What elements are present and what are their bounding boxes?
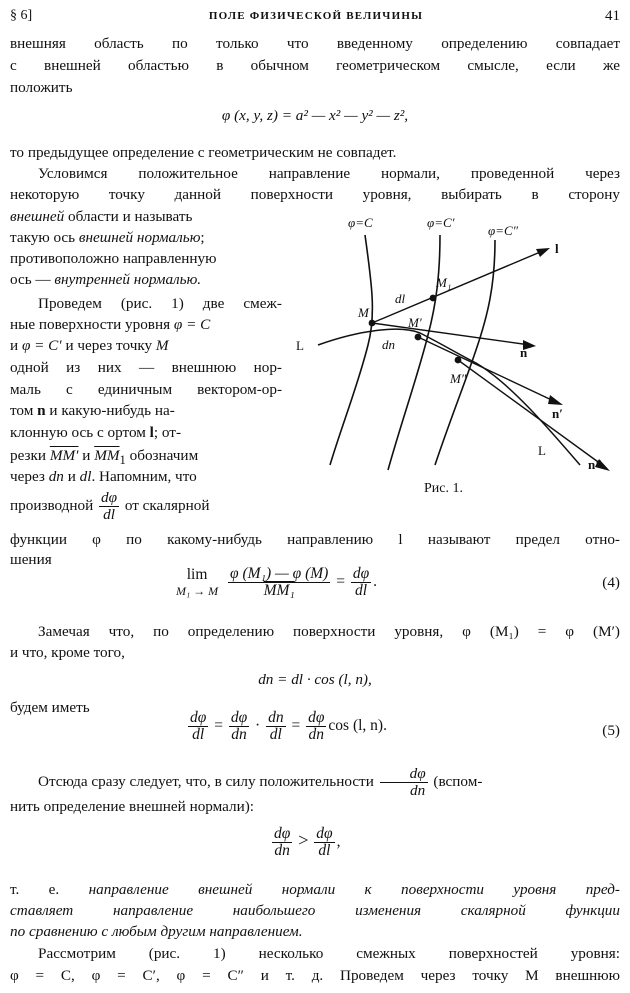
fraction-difference xyxy=(228,566,330,599)
italic-term: внешней нормалью xyxy=(78,229,201,246)
point-m-double-prime xyxy=(455,357,462,364)
text-line: одной из них — внешнюю нор- xyxy=(10,359,282,376)
text-line: Проведем (рис. 1) две смеж- xyxy=(38,295,282,312)
fraction-dphi-dl xyxy=(314,826,334,859)
text-span: резки xyxy=(10,447,50,464)
vector-l: l xyxy=(149,424,154,441)
greater-than-sign: > xyxy=(298,830,309,851)
text-span: ось — xyxy=(10,271,55,288)
label-n-double-prime: n″ xyxy=(588,457,603,472)
numerator: dφ xyxy=(380,766,428,783)
text-line: Замечая что, по определению поверхности уровня, φ (M₁) = φ (M′) xyxy=(38,623,620,640)
text-span: через xyxy=(10,468,49,485)
fraction-dphi-dn xyxy=(380,766,428,799)
point-m xyxy=(369,320,376,327)
text-span: и какую-нибудь на- xyxy=(45,402,175,419)
denominator: dl xyxy=(269,726,282,743)
section-number: § 6] xyxy=(10,8,33,23)
text-line xyxy=(10,423,282,443)
text-line: по сравнению с любым другим направлением. xyxy=(10,923,303,940)
equals-sign: = xyxy=(214,717,223,735)
text-line: будем иметь xyxy=(10,699,90,716)
equation-number-5: (5) xyxy=(602,722,620,739)
period: . xyxy=(373,573,378,591)
text-line xyxy=(10,880,620,900)
inequality xyxy=(270,826,340,859)
cosine-term: cos (l, n). xyxy=(328,717,387,735)
normal-n xyxy=(372,323,530,345)
label-c-prime: φ=C′ xyxy=(427,215,455,230)
text-line: функции φ по какому-нибудь направлению l называют предел отно- xyxy=(10,531,620,548)
text-line: внешняя область по только что введенному определению совпадает xyxy=(10,35,620,52)
equation-4 xyxy=(176,566,377,599)
text-span: и xyxy=(10,337,22,354)
text-span: (вспом- xyxy=(433,773,483,790)
text-span: области и называть xyxy=(64,208,193,225)
math-inline: M xyxy=(155,337,169,354)
text-line xyxy=(10,401,282,421)
text-span: . Напомним, что xyxy=(91,468,197,485)
arrowheads xyxy=(369,248,610,471)
text-line xyxy=(10,315,282,335)
text-line xyxy=(10,764,620,800)
label-c-double-prime: φ=C″ xyxy=(488,223,519,238)
numerator: dφ xyxy=(230,709,248,726)
point-m-prime xyxy=(415,334,422,341)
text-span: такую ось xyxy=(10,229,79,246)
denominator: dn xyxy=(308,726,324,743)
text-line: Условимся положительное направление нормали, проведенной через xyxy=(38,165,620,182)
text-line: то предыдущее определение с геометрическим не совпадет. xyxy=(10,144,397,161)
numerator: dφ xyxy=(274,825,291,842)
equation-phi: φ (x, y, z) = a² — x² — y² — z², xyxy=(221,107,409,124)
numerator: dφ xyxy=(316,825,333,842)
text-span: клонную ось с ортом xyxy=(10,424,150,441)
lim-subscript: M₁ → M xyxy=(176,583,219,598)
equation-5 xyxy=(186,710,387,743)
text-line xyxy=(10,336,282,356)
normal-n-double-prime xyxy=(458,360,605,467)
numerator: dn xyxy=(268,709,284,726)
label-dn: dn xyxy=(382,337,395,352)
text-line xyxy=(10,228,282,248)
text-span: ные поверхности уровня xyxy=(10,316,174,333)
label-m-prime: M′ xyxy=(408,315,422,330)
label-n-prime: n′ xyxy=(552,406,563,421)
arrowhead-n-prime xyxy=(548,395,563,405)
text-span: ; от- xyxy=(153,424,181,441)
subscript: 1 xyxy=(119,453,126,468)
text-span: ; xyxy=(200,229,205,246)
numerator: dφ xyxy=(308,709,325,726)
level-surface-c-double-prime xyxy=(435,240,495,465)
fraction xyxy=(188,710,208,743)
numerator: dφ xyxy=(190,709,207,726)
text-line: шения xyxy=(10,551,52,568)
running-title: ПОЛЕ ФИЗИЧЕСКОЙ ВЕЛИЧИНЫ xyxy=(208,10,424,22)
text-line: и что, кроме того, xyxy=(10,644,125,661)
text-line: некоторую точку данной поверхности уровня, выбирать в сторону xyxy=(10,186,620,203)
level-surface-c xyxy=(330,235,372,465)
fraction-dphi-dl xyxy=(99,490,119,523)
segment-mm1: $\overline{MM}$ xyxy=(94,447,120,464)
fraction xyxy=(306,710,326,743)
text-span: производной xyxy=(10,497,94,514)
equals-sign: = xyxy=(336,573,345,591)
denominator: dl xyxy=(103,506,115,524)
label-c: φ=C xyxy=(348,215,373,230)
fraction-dphi-dn xyxy=(272,826,292,859)
text-line: противоположно направленную xyxy=(10,250,217,267)
normal-line-top xyxy=(372,250,545,323)
label-dl: dl xyxy=(395,291,406,306)
fraction xyxy=(229,710,249,743)
fraction-dphi-dl xyxy=(351,566,371,599)
normal-n-prime xyxy=(418,337,558,403)
equals-sign: = xyxy=(291,717,301,735)
text-line xyxy=(10,207,282,227)
label-m1: M₁ xyxy=(436,275,452,290)
numerator: dφ xyxy=(101,489,118,507)
numerator: φ (M₁) — φ (M) xyxy=(230,565,329,582)
denominator: dn xyxy=(231,726,247,743)
point-m1 xyxy=(430,295,437,302)
label-l-bottom: L xyxy=(538,443,546,458)
equation-dn-dl: dn = dl · cos (l, n), xyxy=(258,671,372,688)
label-n: n xyxy=(520,345,528,360)
text-span: и xyxy=(63,468,80,485)
label-m: M xyxy=(358,305,369,320)
comma: , xyxy=(336,833,341,851)
numerator: dφ xyxy=(352,565,370,582)
text-line xyxy=(10,270,282,290)
text-span: от скалярной xyxy=(124,497,210,514)
denominator: dl xyxy=(192,726,205,743)
text-line: ставляет направление наибольшего изменения скалярной функции xyxy=(10,902,620,919)
segment-mm-prime: MM′ xyxy=(49,447,79,464)
math-inline: φ = C′ xyxy=(21,337,62,354)
math-inline: dl xyxy=(79,468,92,485)
text-span: и xyxy=(78,447,95,464)
label-m-double-prime: M″ xyxy=(450,371,467,386)
level-surface-c-prime xyxy=(388,235,440,470)
vector-n: n xyxy=(37,402,46,419)
text-line xyxy=(10,488,282,524)
text-span: т. е. xyxy=(10,881,89,898)
denominator: MM₁ xyxy=(263,582,295,599)
text-line: нить определение внешней нормали): xyxy=(10,798,255,815)
text-line xyxy=(10,467,282,487)
text-line: Рассмотрим (рис. 1) несколько смежных поверхностей уровня: xyxy=(38,945,620,962)
italic-term: внешней xyxy=(10,208,65,225)
figure-1-diagram xyxy=(290,205,620,475)
arrowhead-l xyxy=(536,248,550,257)
italic-term: внутренней нормалью. xyxy=(54,271,202,288)
math-inline: φ = C xyxy=(173,316,211,333)
running-header xyxy=(10,8,622,30)
text-line: положить xyxy=(10,79,73,96)
text-line: φ = C, φ = C′, φ = C″ и т. д. Проведем через точку M внешнюю xyxy=(10,967,620,984)
denominator: dn xyxy=(274,842,290,859)
text-line: с внешней областью в обычном геометрическом смысле, если же xyxy=(10,57,620,74)
denominator: dl xyxy=(354,582,368,599)
label-l-left: L xyxy=(296,338,304,353)
lim-word: lim xyxy=(186,565,208,583)
text-span: обозначим xyxy=(125,447,199,464)
denominator: dl xyxy=(318,842,331,859)
fraction xyxy=(266,710,286,743)
dot-operator: · xyxy=(255,717,261,735)
text-line: маль с единичным вектором-ор- xyxy=(10,381,282,398)
text-span: том xyxy=(10,402,38,419)
limit xyxy=(176,567,218,599)
italic-statement: направление внешней нормали к поверхности уровня пред- xyxy=(88,881,620,898)
figure-caption: Рис. 1. xyxy=(424,481,463,496)
math-inline: dn xyxy=(48,468,64,485)
denominator: dn xyxy=(410,782,426,800)
page-number: 41 xyxy=(605,8,620,24)
text-span: Отсюда сразу следует, что, в силу положительности xyxy=(38,773,374,790)
label-l-top: l xyxy=(555,241,559,256)
text-span: и через точку xyxy=(61,337,156,354)
equation-number-4: (4) xyxy=(602,574,620,591)
